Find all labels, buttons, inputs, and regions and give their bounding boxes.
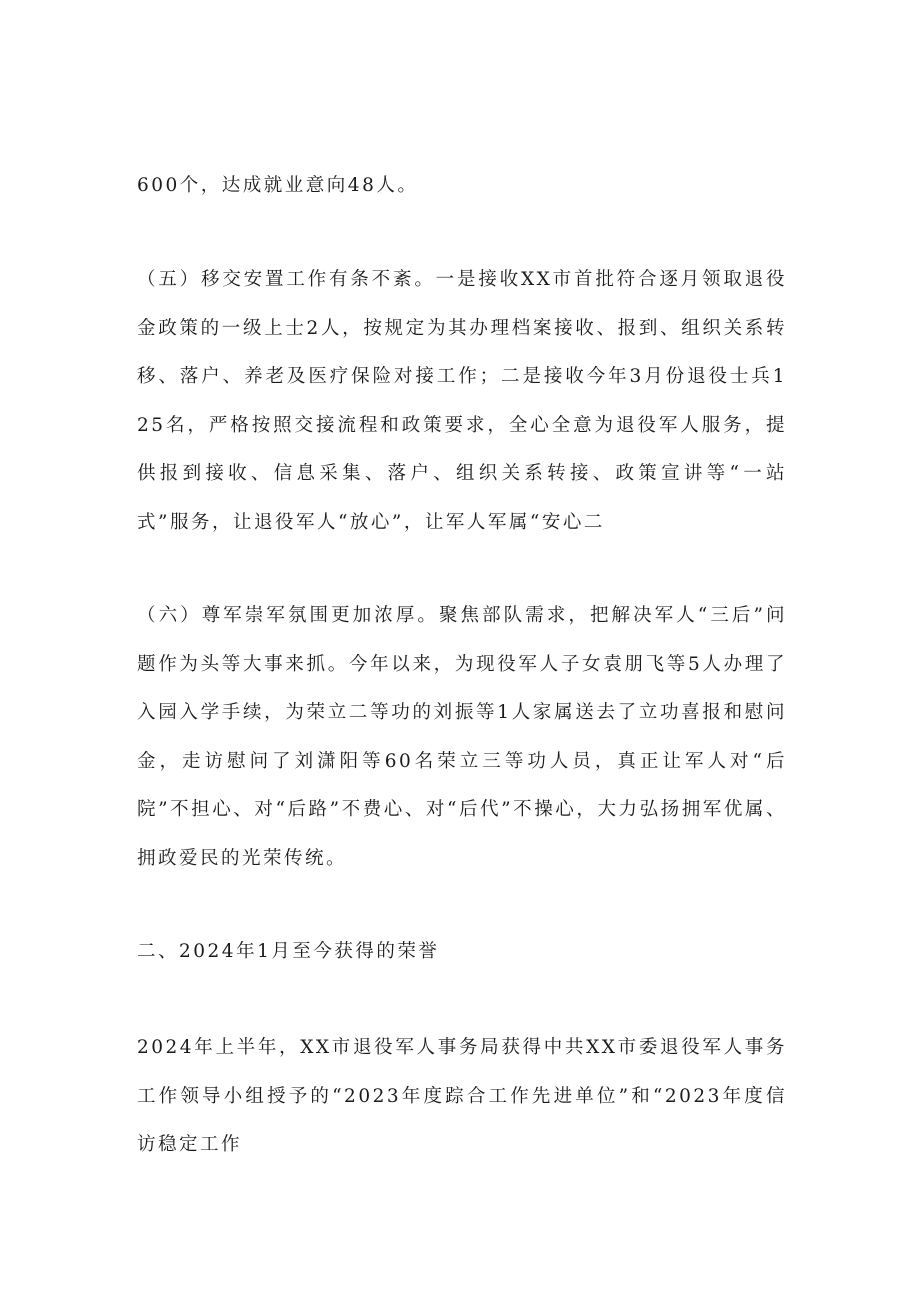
paragraph-transfer-placement: （五）移交安置工作有条不紊。一是接收XX市首批符合逐月领取退役金政策的一级上士2人，按规定为其办理档案接收、报到、组织关系转移、落户、养老及医疗保险对接工作；二是接收今年3月份退役士兵125名，严格按照交接流程和政策要求，全心全意为退役军人服务，提供报到接收、信息采集、落户、组织关系转接、政策宣讲等“一站式”服务，让退役军人“放心”，让军人军属“安心二	[137, 269, 787, 533]
paragraph-military-respect: （六）尊军崇军氛围更加浓厚。聚焦部队需求，把解决军人“三后”问题作为头等大事来抓。今年以来，为现役军人子女袁朋飞等5人办理了入园入学手续，为荣立二等功的刘振等1人家属送去了立功喜报和慰问金，走访慰问了刘潇阳等60名荣立三等功人员，真正让军人对“后院”不担心、对“后路”不费心、对“后代”不操心，大力弘扬拥军优属、拥政爱民的光荣传统。	[137, 605, 787, 869]
section-heading-honors: 二、2024年1月至今获得的荣誉	[137, 941, 440, 962]
paragraph-honors: 2024年上半年，XX市退役军人事务局获得中共XX市委退役军人事务工作领导小组授予的“2023年度踪合工作先进单位”和“2023年度信访稳定工作	[137, 1037, 787, 1155]
paragraph-employment-result: 600个，达成就业意向48人。	[137, 175, 419, 196]
